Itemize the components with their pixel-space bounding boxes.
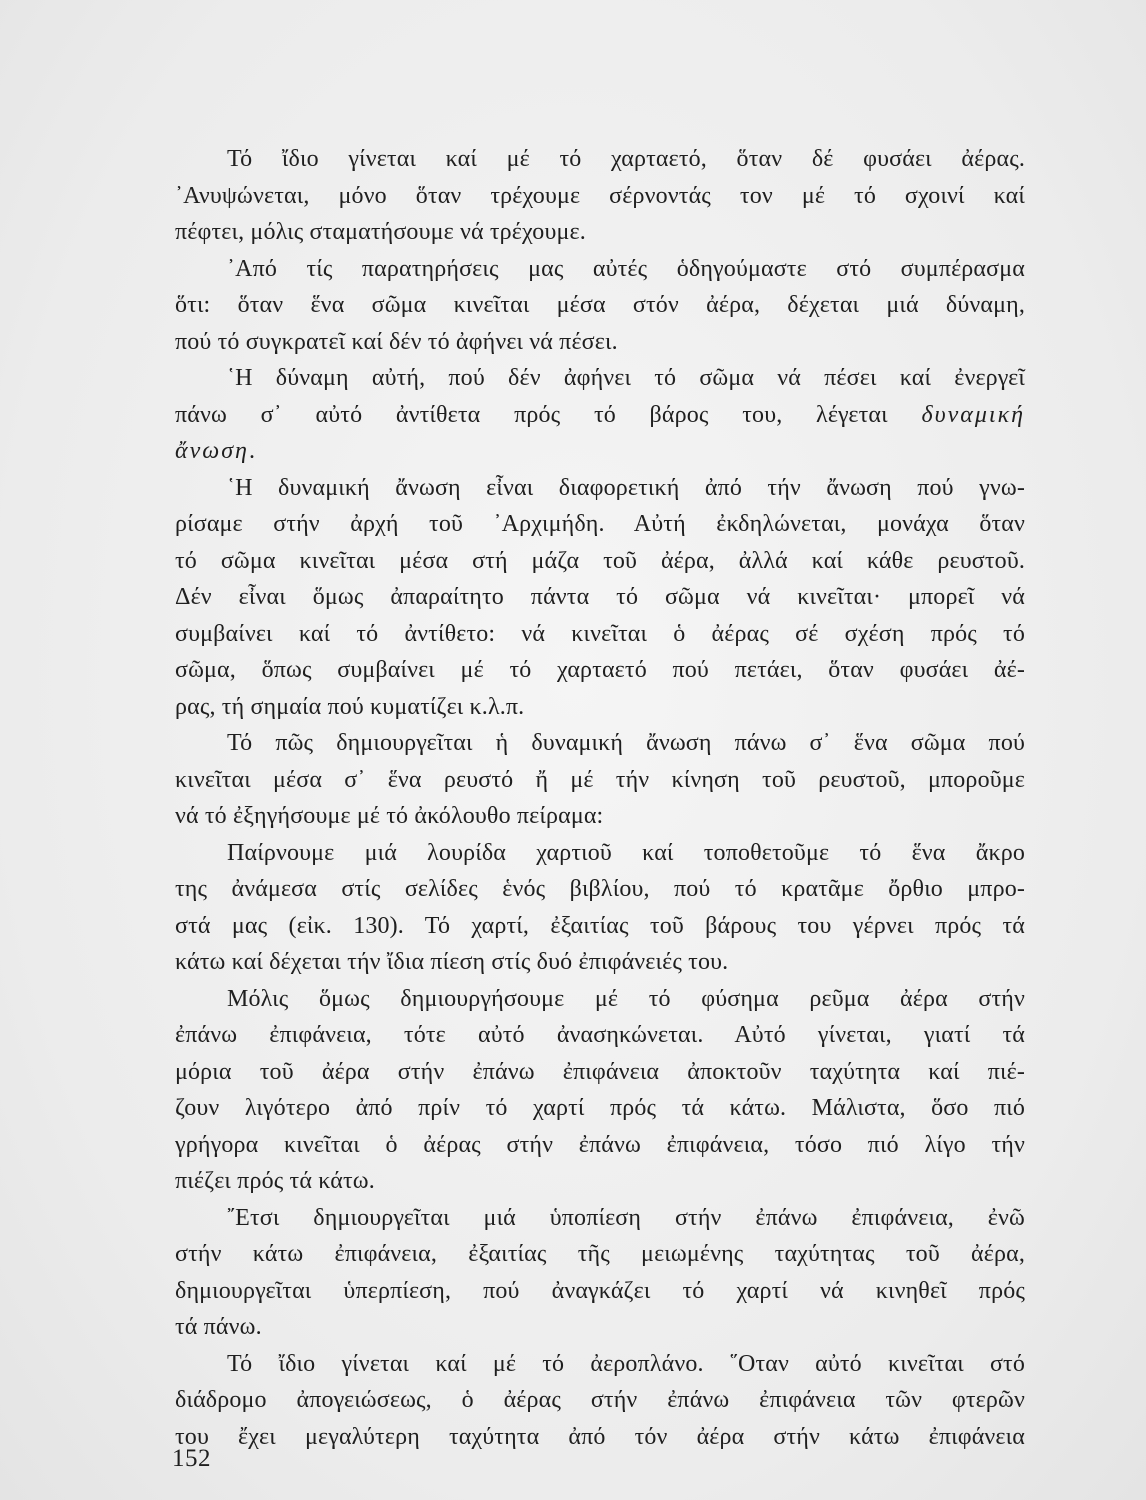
text-line: Παίρνουμε μιά λουρίδα χαρτιοῦ καί τοποθετοῦμε τό ἕνα ἄκρο xyxy=(227,839,1025,866)
paragraph-definition xyxy=(175,360,1025,470)
text-line: ῎Ετσι δημιουργεῖται μιά ὑποπίεση στήν ἐπάνω ἐπιφάνεια, ἐνῶ xyxy=(227,1204,1025,1231)
text-line: ρας, τή σημαία πού κυματίζει κ.λ.π. xyxy=(175,693,525,720)
text-line: του ἔχει μεγαλύτερη ταχύτητα ἀπό τόν ἀέρα στήν κάτω ἐπιφάνεια xyxy=(175,1423,1025,1450)
text-line: ᾿Ανυψώνεται, μόνο ὅταν τρέχουμε σέρνοντάς τον μέ τό σχοινί καί xyxy=(175,182,1025,209)
text-line: κινεῖται μέσα σ᾿ ἕνα ρευστό ἤ μέ τήν κίνηση τοῦ ρευστοῦ, μποροῦμε xyxy=(175,766,1025,793)
text-line: ρίσαμε στήν ἀρχή τοῦ ᾿Αρχιμήδη. Αὐτή ἐκδηλώνεται, μονάχα ὅταν xyxy=(175,511,1025,537)
text-line: Δέν εἶναι ὅμως ἀπαραίτητο πάντα τό σῶμα νά κινεῖται· μπορεῖ νά xyxy=(175,584,1025,610)
text-line: ῾Η δυναμική ἄνωση εἶναι διαφορετική ἀπό τήν ἄνωση πού γνω- xyxy=(227,474,1025,501)
term-lift: ἄνωση xyxy=(175,438,249,464)
paragraph-experiment-intro xyxy=(175,725,1025,835)
text-line: Τό ἴδιο γίνεται καί μέ τό ἀεροπλάνο. ῞Οταν αὐτό κινεῖται στό xyxy=(227,1350,1025,1377)
term-dynamic: δυναμική xyxy=(921,401,1025,428)
text-fragment: πάνω σ᾿ αὐτό ἀντίθετα πρός τό βάρος του, λέγεται xyxy=(175,401,888,428)
text-line: ῾Η δύναμη αὐτή, πού δέν ἀφήνει τό σῶμα νά πέσει καί ἐνεργεῖ xyxy=(227,365,1025,391)
text-line: στήν κάτω ἐπιφάνεια, ἐξαιτίας τῆς μειωμένης ταχύτητας τοῦ ἀέρα, xyxy=(175,1241,1025,1267)
paragraph-kite xyxy=(175,141,1025,251)
text-line: μόρια τοῦ ἀέρα στήν ἐπάνω ἐπιφάνεια ἀποκτοῦν ταχύτητα καί πιέ- xyxy=(175,1058,1025,1085)
text-line: κάτω καί δέχεται τήν ἴδια πίεση στίς δυό ἐπιφάνειές του. xyxy=(175,949,729,975)
text-line: Τό ἴδιο γίνεται καί μέ τό χαρταετό, ὅταν δέ φυσάει ἀέρας. xyxy=(227,146,1025,172)
text-line xyxy=(175,433,1025,470)
paragraph-paper-strip xyxy=(175,835,1025,981)
paragraph-pressure xyxy=(175,1200,1025,1346)
paragraph-airplane xyxy=(175,1346,1025,1456)
body-text xyxy=(175,141,1025,1455)
text-line: Μόλις ὅμως δημιουργήσουμε μέ τό φύσημα ρεῦμα ἀέρα στήν xyxy=(227,985,1025,1012)
text-line: ὅτι: ὅταν ἕνα σῶμα κινεῖται μέσα στόν ἀέρα, δέχεται μιά δύναμη, xyxy=(175,292,1025,318)
text-line: πιέζει πρός τά κάτω. xyxy=(175,1168,375,1194)
paragraph-conclusion xyxy=(175,251,1025,361)
text-line xyxy=(175,397,1025,434)
text-line: γρήγορα κινεῖται ὁ ἀέρας στήν ἐπάνω ἐπιφάνεια, τόσο πιό λίγο τήν xyxy=(175,1131,1025,1158)
text-line: σῶμα, ὅπως συμβαίνει μέ τό χαρταετό πού πετάει, ὅταν φυσάει ἀέ- xyxy=(175,657,1025,683)
text-line: ζουν λιγότερο ἀπό πρίν τό χαρτί πρός τά κάτω. Μάλιστα, ὅσο πιό xyxy=(175,1095,1025,1121)
text-line: στά μας (εἰκ. 130). Τό χαρτί, ἐξαιτίας τοῦ βάρους του γέρνει πρός τά xyxy=(175,912,1025,939)
text-line: πέφτει, μόλις σταματήσουμε νά τρέχουμε. xyxy=(175,219,586,245)
page-number: 152 xyxy=(172,1445,211,1472)
text-line: της ἀνάμεσα στίς σελίδες ἑνός βιβλίου, πού τό κρατᾶμε ὄρθιο μπρο- xyxy=(175,876,1025,902)
text-fragment: . xyxy=(248,438,256,464)
text-line: ἐπάνω ἐπιφάνεια, τότε αὐτό ἀνασηκώνεται. Αὐτό γίνεται, γιατί τά xyxy=(175,1022,1025,1048)
text-line: τό σῶμα κινεῖται μέσα στή μάζα τοῦ ἀέρα, ἀλλά καί κάθε ρευστοῦ. xyxy=(175,547,1025,574)
text-line: δημιουργεῖται ὑπερπίεση, πού ἀναγκάζει τό χαρτί νά κινηθεῖ πρός xyxy=(175,1277,1025,1304)
paragraph-difference xyxy=(175,470,1025,726)
text-line: νά τό ἐξηγήσουμε μέ τό ἀκόλουθο πείραμα: xyxy=(175,803,604,829)
text-line: ᾿Από τίς παρατηρήσεις μας αὐτές ὁδηγούμαστε στό συμπέρασμα xyxy=(227,255,1025,282)
text-line: συμβαίνει καί τό ἀντίθετο: νά κινεῖται ὁ ἀέρας σέ σχέση πρός τό xyxy=(175,620,1025,647)
paragraph-blowing xyxy=(175,981,1025,1200)
text-line: Τό πῶς δημιουργεῖται ἡ δυναμική ἄνωση πάνω σ᾿ ἕνα σῶμα πού xyxy=(227,730,1025,756)
text-line: τά πάνω. xyxy=(175,1314,262,1340)
text-line: διάδρομο ἀπογειώσεως, ὁ ἀέρας στήν ἐπάνω ἐπιφάνεια τῶν φτερῶν xyxy=(175,1387,1025,1413)
text-line: πού τό συγκρατεῖ καί δέν τό ἀφήνει νά πέσει. xyxy=(175,328,618,355)
